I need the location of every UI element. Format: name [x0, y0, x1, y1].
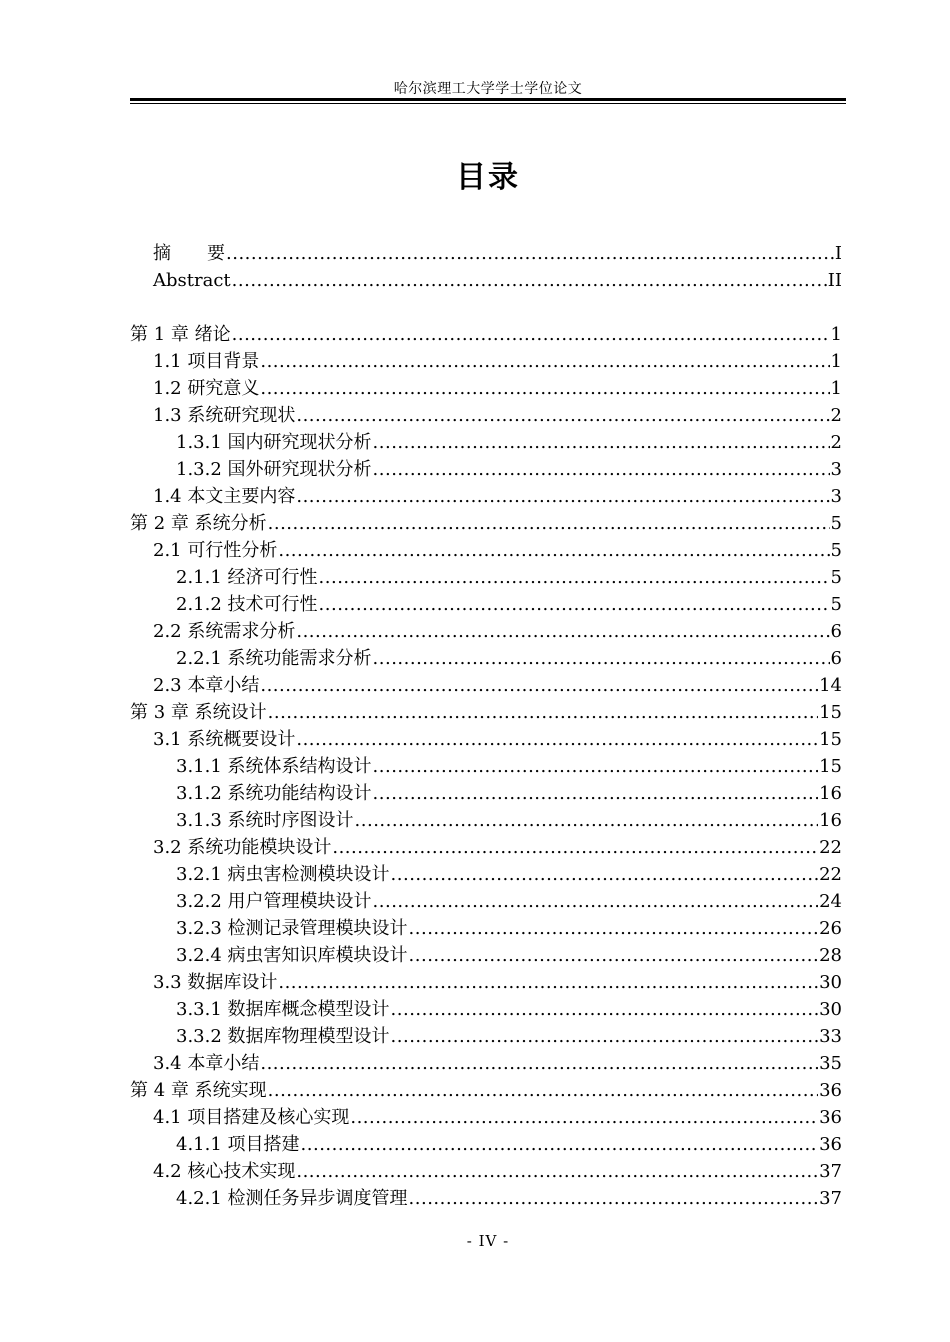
- toc-dot-leader: [260, 375, 829, 402]
- toc-entry-page: 16: [819, 783, 842, 804]
- toc-entry-label: 3.1.2 系统功能结构设计: [176, 783, 372, 804]
- toc-entry-label: 3.1 系统概要设计: [153, 729, 296, 750]
- toc-entry-label: 2.1.1 经济可行性: [176, 567, 318, 588]
- toc-entry-label: 第 1 章 绪论: [130, 324, 231, 345]
- toc-entry-page: 1: [830, 351, 842, 372]
- toc-entry-label: 3.3 数据库设计: [153, 972, 278, 993]
- toc-entry-page: 6: [830, 648, 842, 669]
- toc-entry[interactable]: [130, 429, 842, 456]
- toc-dot-leader: [226, 240, 834, 267]
- toc-entry[interactable]: [130, 915, 842, 942]
- toc-entry-label: 1.3 系统研究现状: [153, 405, 296, 426]
- toc-entry[interactable]: [130, 267, 842, 294]
- toc-entry-label: 2.2.1 系统功能需求分析: [176, 648, 372, 669]
- toc-entry-label: 1.3.1 国内研究现状分析: [176, 432, 372, 453]
- toc-entry-label: 3.1.3 系统时序图设计: [176, 810, 354, 831]
- toc-entry-label: 1.3.2 国外研究现状分析: [176, 459, 372, 480]
- toc-entry-label: 3.3.2 数据库物理模型设计: [176, 1026, 390, 1047]
- toc-entry-label: 4.1 项目搭建及核心实现: [153, 1107, 350, 1128]
- toc-dot-leader: [409, 915, 819, 942]
- toc-dot-leader: [391, 1023, 819, 1050]
- toc-entry-page: 37: [819, 1188, 842, 1209]
- toc-entry[interactable]: [130, 996, 842, 1023]
- toc-entry-label: 1.2 研究意义: [153, 378, 260, 399]
- toc-entry[interactable]: [130, 861, 842, 888]
- toc-dot-leader: [391, 996, 819, 1023]
- toc-entry-page: 3: [830, 486, 842, 507]
- toc-dot-leader: [332, 834, 818, 861]
- toc-dot-leader: [373, 645, 830, 672]
- toc-dot-leader: [278, 537, 829, 564]
- table-of-contents: [130, 240, 842, 1212]
- header-rule-thick: [130, 98, 846, 101]
- toc-dot-leader: [409, 1185, 819, 1212]
- toc-entry[interactable]: [130, 537, 842, 564]
- toc-entry-page: 36: [819, 1134, 842, 1155]
- toc-entry-page: 16: [819, 810, 842, 831]
- toc-dot-leader: [260, 1050, 818, 1077]
- toc-entry-label: 2.2 系统需求分析: [153, 621, 296, 642]
- toc-entry[interactable]: [130, 348, 842, 375]
- toc-entry-page: 35: [819, 1053, 842, 1074]
- toc-dot-leader: [278, 969, 818, 996]
- toc-entry[interactable]: [130, 1050, 842, 1077]
- page-number: - IV -: [466, 1232, 510, 1250]
- toc-entry[interactable]: [130, 591, 842, 618]
- toc-entry-label: 第 2 章 系统分析: [130, 513, 267, 534]
- page-title: 目录: [456, 160, 520, 195]
- toc-dot-leader: [260, 348, 829, 375]
- toc-dot-leader: [296, 1158, 818, 1185]
- toc-entry[interactable]: [130, 1077, 842, 1104]
- toc-entry-label: 1.1 项目背景: [153, 351, 260, 372]
- toc-entry[interactable]: [130, 1158, 842, 1185]
- toc-entry-page: 15: [819, 702, 842, 723]
- toc-entry[interactable]: [130, 672, 842, 699]
- toc-entry-label: Abstract: [153, 270, 231, 291]
- toc-dot-leader: [268, 699, 818, 726]
- toc-dot-leader: [319, 591, 830, 618]
- toc-entry-page: I: [834, 243, 842, 264]
- toc-entry-page: 5: [830, 513, 842, 534]
- toc-entry-label: 2.3 本章小结: [153, 675, 260, 696]
- toc-entry[interactable]: [130, 699, 842, 726]
- toc-entry[interactable]: [130, 510, 842, 537]
- toc-entry[interactable]: [130, 726, 842, 753]
- toc-entry[interactable]: [130, 1185, 842, 1212]
- toc-entry[interactable]: [130, 402, 842, 429]
- toc-entry-page: 15: [819, 729, 842, 750]
- toc-entry-page: 30: [819, 972, 842, 993]
- toc-dot-leader: [355, 807, 819, 834]
- toc-entry-label: 3.1.1 系统体系结构设计: [176, 756, 372, 777]
- toc-entry-label: 4.1.1 项目搭建: [176, 1134, 300, 1155]
- toc-dot-leader: [296, 726, 818, 753]
- toc-entry-label: 3.2.2 用户管理模块设计: [176, 891, 372, 912]
- toc-entry-label: 3.2.3 检测记录管理模块设计: [176, 918, 408, 939]
- toc-dot-leader: [350, 1104, 818, 1131]
- toc-entry[interactable]: [130, 618, 842, 645]
- toc-dot-leader: [232, 267, 827, 294]
- toc-dot-leader: [373, 780, 819, 807]
- toc-entry-page: 33: [819, 1026, 842, 1047]
- toc-entry-label: 3.2.4 病虫害知识库模块设计: [176, 945, 408, 966]
- toc-entry-label: 4.2 核心技术实现: [153, 1161, 296, 1182]
- toc-entry-page: 14: [819, 675, 842, 696]
- toc-entry-label: 3.3.1 数据库概念模型设计: [176, 999, 390, 1020]
- page-header: 哈尔滨理工大学学士学位论文: [393, 81, 583, 97]
- toc-entry[interactable]: [130, 753, 842, 780]
- toc-entry-page: 15: [819, 756, 842, 777]
- toc-entry[interactable]: [130, 564, 842, 591]
- toc-dot-leader: [373, 456, 830, 483]
- toc-dot-leader: [373, 888, 819, 915]
- toc-dot-leader: [296, 618, 829, 645]
- toc-dot-leader: [319, 564, 830, 591]
- toc-dot-leader: [268, 1077, 818, 1104]
- toc-entry-page: 5: [830, 594, 842, 615]
- toc-entry-label: 3.2 系统功能模块设计: [153, 837, 332, 858]
- toc-dot-leader: [296, 483, 829, 510]
- toc-dot-leader: [409, 942, 819, 969]
- toc-dot-leader: [373, 753, 819, 780]
- toc-dot-leader: [373, 429, 830, 456]
- toc-dot-leader: [391, 861, 819, 888]
- toc-entry[interactable]: [130, 1023, 842, 1050]
- toc-dot-leader: [260, 672, 818, 699]
- header-rule-thin: [130, 103, 846, 104]
- toc-entry[interactable]: [130, 888, 842, 915]
- toc-entry[interactable]: [130, 240, 842, 267]
- toc-entry[interactable]: [130, 456, 842, 483]
- toc-entry-page: 3: [830, 459, 842, 480]
- toc-entry-page: 2: [830, 405, 842, 426]
- toc-entry-page: 30: [819, 999, 842, 1020]
- toc-entry[interactable]: [130, 321, 842, 348]
- toc-entry[interactable]: [130, 645, 842, 672]
- toc-entry-page: 5: [830, 540, 842, 561]
- toc-entry[interactable]: [130, 483, 842, 510]
- toc-entry-label: 2.1 可行性分析: [153, 540, 278, 561]
- toc-entry-label: 2.1.2 技术可行性: [176, 594, 318, 615]
- toc-entry[interactable]: [130, 807, 842, 834]
- toc-entry-page: 6: [830, 621, 842, 642]
- toc-entry-page: 22: [819, 864, 842, 885]
- toc-entry-label: 3.4 本章小结: [153, 1053, 260, 1074]
- toc-entry-label: 摘 要: [153, 243, 225, 264]
- toc-dot-leader: [301, 1131, 819, 1158]
- toc-entry-page: 1: [830, 324, 842, 345]
- toc-entry-page: 2: [830, 432, 842, 453]
- toc-entry-label: 第 3 章 系统设计: [130, 702, 267, 723]
- toc-entry-page: 22: [819, 837, 842, 858]
- toc-entry-page: II: [827, 270, 842, 291]
- toc-entry-page: 28: [819, 945, 842, 966]
- toc-entry-label: 第 4 章 系统实现: [130, 1080, 267, 1101]
- toc-entry-page: 1: [830, 378, 842, 399]
- toc-entry-label: 3.2.1 病虫害检测模块设计: [176, 864, 390, 885]
- toc-entry-page: 5: [830, 567, 842, 588]
- toc-entry[interactable]: [130, 1131, 842, 1158]
- toc-entry-page: 37: [819, 1161, 842, 1182]
- toc-entry-page: 24: [819, 891, 842, 912]
- toc-entry[interactable]: [130, 780, 842, 807]
- toc-entry[interactable]: [130, 834, 842, 861]
- toc-entry[interactable]: [130, 1104, 842, 1131]
- toc-entry-page: 36: [819, 1107, 842, 1128]
- toc-dot-leader: [232, 321, 830, 348]
- toc-entry-page: 26: [819, 918, 842, 939]
- toc-dot-leader: [268, 510, 830, 537]
- toc-entry[interactable]: [130, 969, 842, 996]
- toc-entry[interactable]: [130, 942, 842, 969]
- toc-entry-label: 1.4 本文主要内容: [153, 486, 296, 507]
- toc-dot-leader: [296, 402, 829, 429]
- toc-entry[interactable]: [130, 375, 842, 402]
- toc-entry-label: 4.2.1 检测任务异步调度管理: [176, 1188, 408, 1209]
- toc-entry-page: 36: [819, 1080, 842, 1101]
